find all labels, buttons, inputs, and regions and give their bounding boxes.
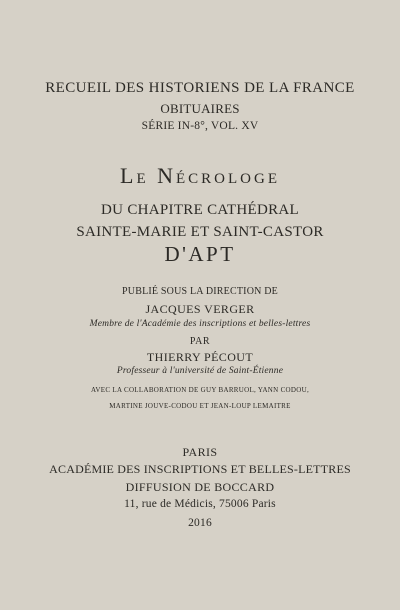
- collaboration-line-2: MARTINE JOUVE-CODOU ET JEAN-LOUP LEMAITRE: [109, 402, 291, 410]
- sub-series: OBITUAIRES: [160, 101, 240, 116]
- volume-number: SÉRIE IN-8°, VOL. XV: [141, 120, 259, 132]
- editor-role-2: Professeur à l'université de Saint-Étienne: [116, 366, 284, 376]
- distributor-name: DIFFUSION DE BOCCARD: [125, 480, 275, 494]
- publication-year: 2016: [188, 517, 212, 529]
- book-title-line3: SAINTE-MARIE ET SAINT-CASTOR: [76, 224, 324, 240]
- editor-role-1: Membre de l'Académie des inscriptions et belles-lettres: [89, 319, 311, 329]
- book-title-line4: D'APT: [164, 242, 236, 266]
- par-label: PAR: [189, 336, 211, 347]
- book-title-line2: DU CHAPITRE CATHÉDRAL: [101, 202, 299, 218]
- editor-name-2: THIERRY PÉCOUT: [146, 350, 254, 364]
- editor-name-1: JACQUES VERGER: [145, 302, 255, 316]
- series-title: RECUEIL DES HISTORIENS DE LA FRANCE: [45, 80, 355, 96]
- publisher-name: ACADÉMIE DES INSCRIPTIONS ET BELLES-LETTRES: [49, 462, 351, 476]
- publication-city: PARIS: [182, 445, 218, 459]
- direction-intro: PUBLIÉ SOUS LA DIRECTION DE: [122, 286, 278, 297]
- collaboration-line-1: AVEC LA COLLABORATION DE GUY BARRUOL, YANN CODOU,: [90, 386, 310, 394]
- publisher-address: 11, rue de Médicis, 75006 Paris: [124, 498, 276, 510]
- book-title: Le Nécrologe: [120, 163, 280, 188]
